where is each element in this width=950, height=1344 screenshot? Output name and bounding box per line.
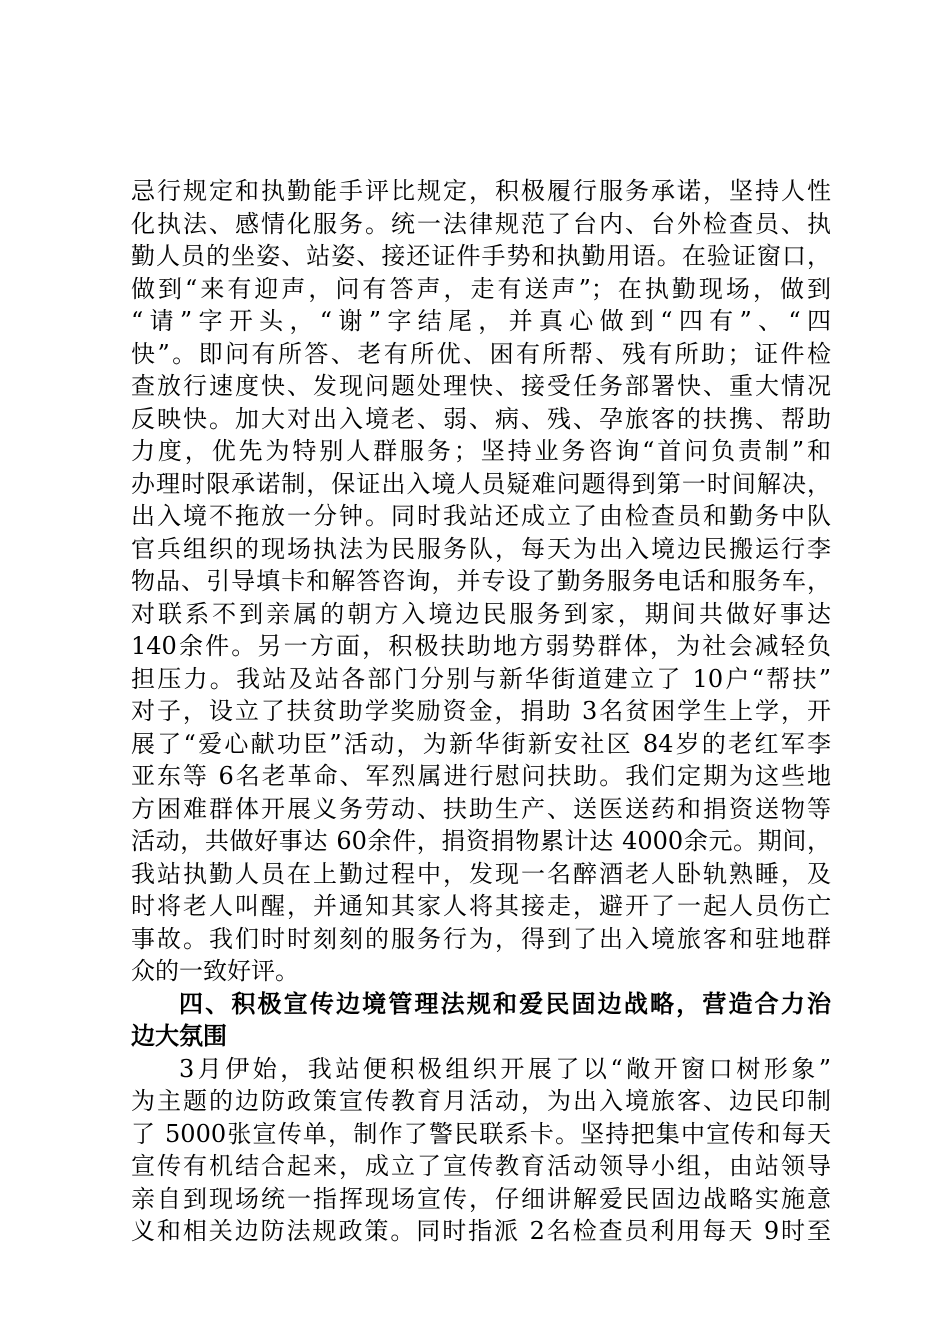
text-line: 反映快。加大对出入境老、弱、病、残、孕旅客的扶携、帮助 — [131, 404, 831, 433]
heading-line: 四、积极宣传边境管理法规和爱民固边战略，营造合力治 — [179, 989, 831, 1018]
text-line: 众的一致好评。 — [131, 957, 299, 985]
text-line: 事故。我们时时刻刻的服务行为，得到了出入境旅客和驻地群 — [131, 924, 831, 953]
text-line: 时将老人叫醒，并通知其家人将其接走，避开了一起人员伤亡 — [131, 892, 831, 920]
section-heading-four — [131, 988, 831, 1053]
text-line: 展了“爱心献功臣”活动，为新华街新安社区 84岁的老红军李 — [131, 729, 831, 758]
text-line: 做到“来有迎声，问有答声，走有送声”；在执勤现场，做到 — [131, 274, 831, 303]
text-line: 物品、引导填卡和解答咨询，并专设了勤务服务电话和服务车， — [131, 567, 831, 595]
text-line: 我站执勤人员在上勤过程中，发现一名醉酒老人卧轨熟睡，及 — [131, 859, 831, 888]
text-line: “请”字开头，“谢”字结尾，并真心做到“四有”、“四 — [131, 307, 831, 335]
text-line: 官兵组织的现场执法为民服务队，每天为出入境边民搬运行李 — [131, 534, 831, 563]
text-line: 查放行速度快、发现问题处理快、接受任务部署快、重大情况 — [131, 372, 831, 400]
text-line: 为主题的边防政策宣传教育月活动，为出入境旅客、边民印制 — [131, 1087, 831, 1115]
text-line: 了 5000张宣传单，制作了警民联系卡。坚持把集中宣传和每天 — [131, 1119, 831, 1148]
text-line: 快”。即问有所答、老有所优、困有所帮、残有所助；证件检 — [131, 339, 831, 368]
text-line: 对联系不到亲属的朝方入境边民服务到家，期间共做好事达 — [131, 599, 831, 628]
text-line: 化执法、感情化服务。统一法律规范了台内、台外检查员、执 — [131, 209, 831, 238]
text-line: 出入境不拖放一分钟。同时我站还成立了由检查员和勤务中队 — [131, 502, 831, 530]
text-line: 方困难群体开展义务劳动、扶助生产、送医送药和捐资送物等 — [131, 794, 831, 823]
paragraph-publicity-month — [131, 1053, 831, 1248]
text-line: 140余件。另一方面，积极扶助地方弱势群体，为社会减轻负 — [131, 632, 831, 660]
text-line: 活动，共做好事达 60余件，捐资捐物累计达 4000余元。期间， — [131, 827, 831, 855]
text-line: 义和相关边防法规政策。同时指派 2名检查员利用每天 9时至 — [131, 1217, 831, 1245]
text-line: 力度，优先为特别人群服务；坚持业务咨询“首问负责制”和 — [131, 437, 831, 465]
heading-line: 边大氛围 — [131, 1022, 227, 1050]
text-line: 宣传有机结合起来，成立了宣传教育活动领导小组，由站领导 — [131, 1152, 831, 1180]
text-line: 亲自到现场统一指挥现场宣传，仔细讲解爱民固边战略实施意 — [131, 1184, 831, 1213]
text-line: 亚东等 6名老革命、军烈属进行慰问扶助。我们定期为这些地 — [131, 762, 831, 790]
text-line: 办理时限承诺制，保证出入境人员疑难问题得到第一时间解决， — [131, 469, 831, 498]
text-line: 勤人员的坐姿、站姿、接还证件手势和执勤用语。在验证窗口， — [131, 242, 831, 270]
text-line: 担压力。我站及站各部门分别与新华街道建立了 10户“帮扶” — [131, 664, 831, 693]
text-line: 对子，设立了扶贫助学奖励资金，捐助 3名贫困学生上学，开 — [131, 697, 831, 725]
document-body — [131, 175, 831, 1248]
text-line: 忌行规定和执勤能手评比规定，积极履行服务承诺，坚持人性 — [131, 177, 831, 205]
paragraph-service-commitment — [131, 175, 831, 988]
text-line: 3月伊始，我站便积极组织开展了以“敞开窗口树形象” — [179, 1054, 831, 1083]
